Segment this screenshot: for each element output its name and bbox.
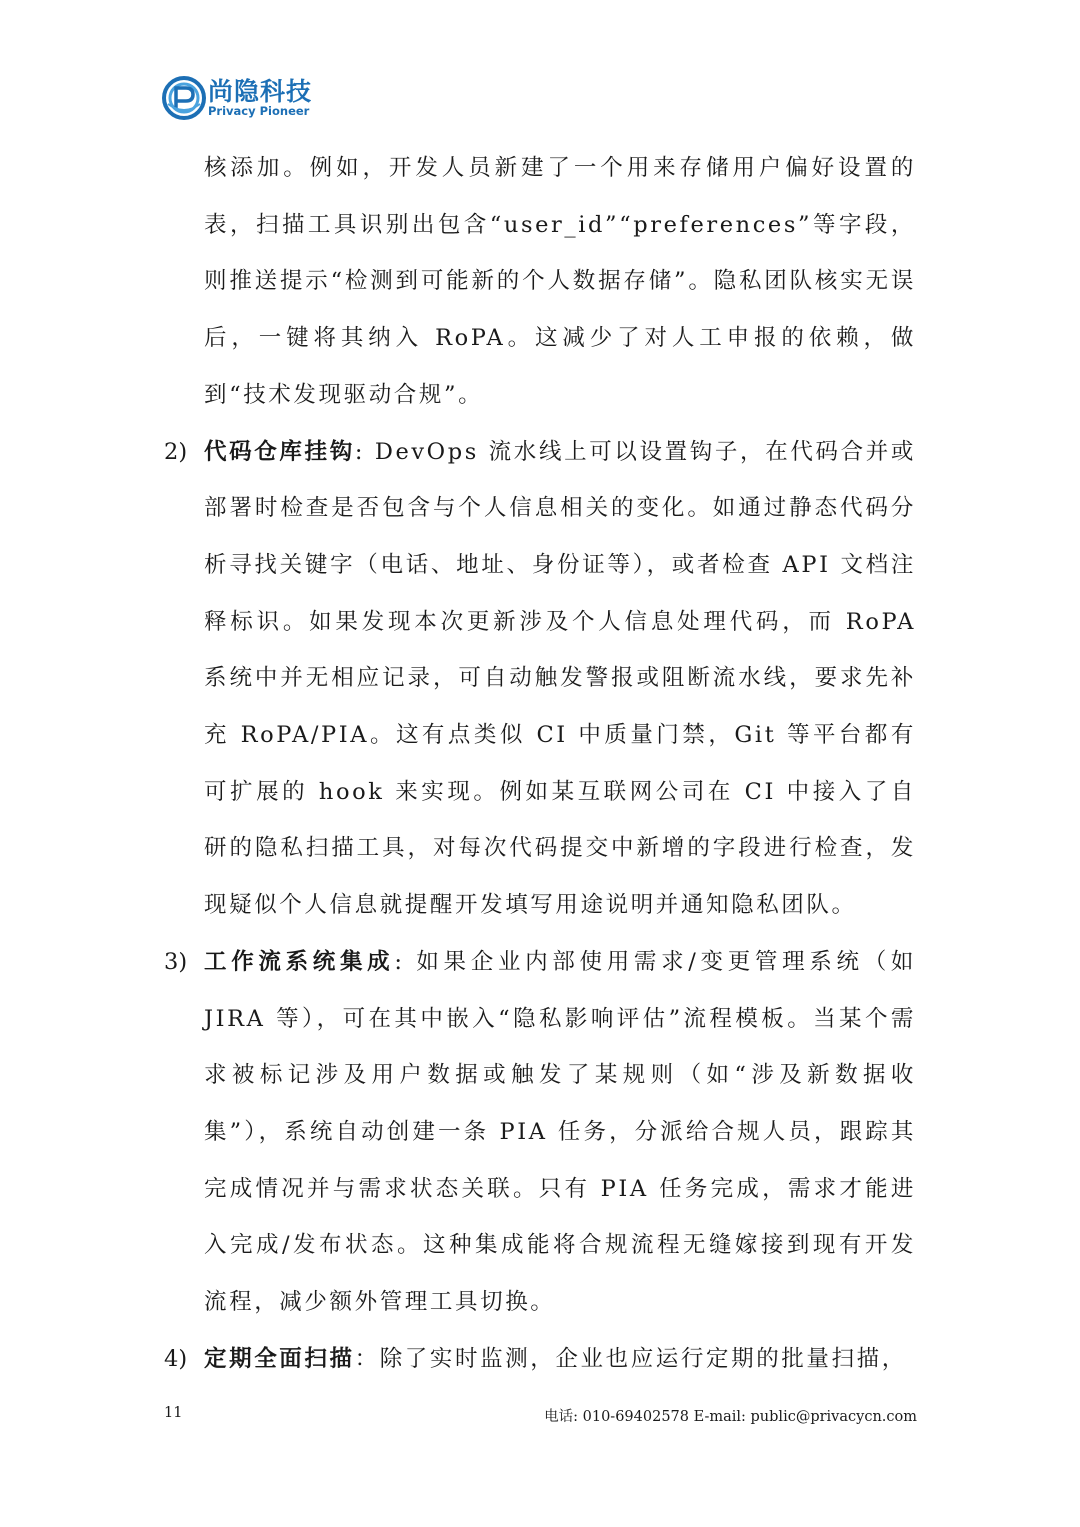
contact-info: 电话: 010-69402578 E-mail: public@privacycn.com — [544, 1409, 917, 1425]
list-item-text: ：除了实时监测，企业也应运行定期的批量扫描， — [354, 1345, 907, 1372]
document-body — [0, 140, 1080, 1387]
list-item — [0, 424, 916, 934]
list-item-number: 3) — [164, 948, 188, 975]
privacy-pioneer-logo-icon — [162, 76, 206, 120]
page-footer — [164, 1405, 917, 1426]
list-item-number: 4) — [164, 1345, 188, 1372]
list-item-title: 工作流系统集成 — [204, 948, 395, 975]
list-item-text: : DevOps 流水线上可以设置钩子，在代码合并或部署时检查是否包含与个人信息相关的变化。如通过静态代码分析寻找关键字（电话、地址、身份证等），或者检查 API 文档注释标识。如果发现本次更新涉及个人信息处理代码，而 RoPA 系统中并无相应记录，可自动触发警报或阻断流水线，要求先补充 RoPA/PIA。这有点类似 CI 中质量门禁，Git 等平台都有可扩展的 hook 来实现。例如某互联网公司在 CI 中接入了自研的隐私扫描工具，对每次代码提交中新增的字段进行检查，发现疑似个人信息就提醒开发填写用途说明并通知隐私团队。 — [204, 438, 916, 919]
logo-chinese-name: 尚隐科技 — [208, 76, 313, 106]
page-number: 11 — [164, 1405, 183, 1421]
list-item — [0, 934, 916, 1331]
company-logo — [162, 76, 312, 120]
list-item-text: : 如果企业内部使用需求/变更管理系统（如 JIRA 等），可在其中嵌入“隐私影响评估”流程模板。当某个需求被标记涉及用户数据或触发了某规则（如“涉及新数据收集”），系统自动创建一条 PIA 任务，分派给合规人员，跟踪其完成情况并与需求状态关联。只有 PIA 任务完成，需求才能进入完成/发布状态。这种集成能将合规流程无缝嫁接到现有开发流程，减少额外管理工具切换。 — [204, 948, 916, 1316]
logo-english-name: Privacy Pioneer — [208, 103, 310, 118]
list-item — [0, 1331, 916, 1388]
list-item-title: 定期全面扫描 — [204, 1345, 355, 1372]
list-item-title: 代码仓库挂钩 — [204, 438, 355, 465]
intro-paragraph: 核添加。例如，开发人员新建了一个用来存储用户偏好设置的表，扫描工具识别出包含“user_id”“preferences”等字段，则推送提示“检测到可能新的个人数据存储”。隐私团队核实无误后，一键将其纳入 RoPA。这减少了对人工申报的依赖，做到“技术发现驱动合规”。 — [204, 155, 916, 408]
list-item-number: 2) — [164, 438, 188, 465]
